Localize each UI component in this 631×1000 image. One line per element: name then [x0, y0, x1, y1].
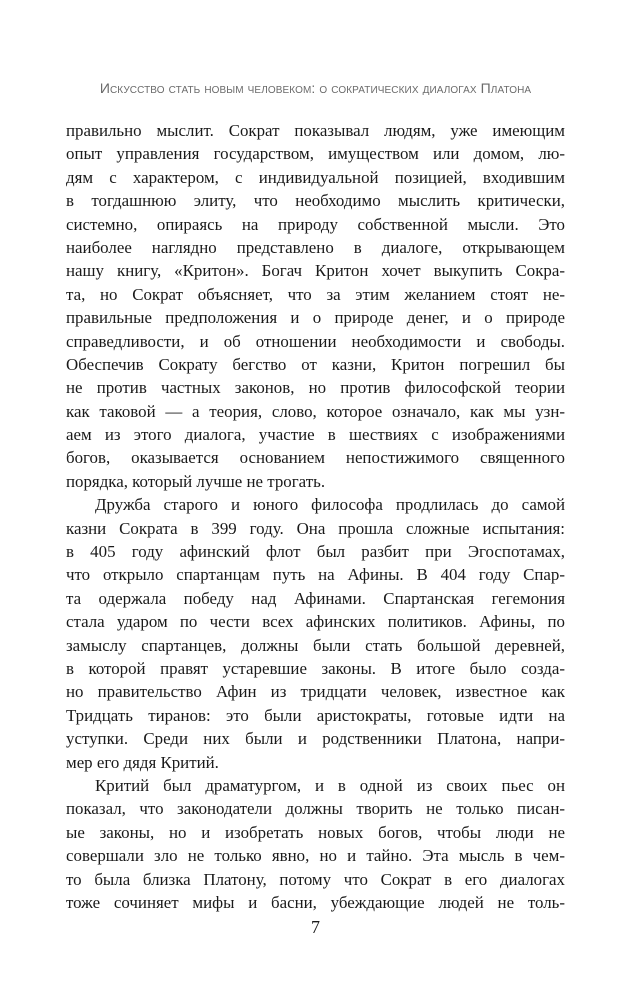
paragraph-first-line: Дружба старого и юного философа продлилась до самой — [95, 495, 565, 515]
text-line: системно, опираясь на природу собственной мысли. Это — [66, 214, 565, 234]
text-line: та одержала победу над Афинами. Спартанская гегемония — [66, 588, 565, 608]
text-line: что открыло спартанцам путь на Афины. В 404 году Спар- — [66, 565, 565, 585]
text-line: как таковой — а теория, слово, которое означало, как мы узн- — [66, 401, 565, 421]
text-line: в которой правят устаревшие законы. В итоге было созда- — [66, 658, 565, 678]
text-line: замыслу спартанцев, должны были стать большой деревней, — [66, 635, 565, 655]
running-head: Искусство стать новым человеком: о сократических диалогах Платона — [99, 80, 532, 96]
text-line: аем из этого диалога, участие в шествиях с изображениями — [66, 425, 565, 445]
text-line: показал, что законодатели должны творить не только писан- — [66, 799, 565, 819]
body-text — [66, 119, 565, 914]
text-line: в 405 году афинский флот был разбит при Эгоспотамах, — [66, 542, 565, 562]
text-line: в тогдашнюю элиту, что необходимо мыслить критически, — [66, 191, 565, 211]
text-line: совершали зло не только явно, но и тайно. Эта мысль в чем- — [66, 846, 565, 866]
text-line: наиболее наглядно представлено в диалоге, открывающем — [66, 237, 565, 257]
text-line: мер его дядя Критий. — [66, 752, 219, 772]
text-line: стала ударом по чести всех афинских политиков. Афины, по — [66, 612, 565, 632]
text-line: не против частных законов, но против философской теории — [66, 378, 565, 398]
text-line: то была близка Платону, потому что Сократ в его диалогах — [66, 869, 565, 889]
text-line: Обеспечив Сократу бегство от казни, Критон погрешил бы — [66, 354, 565, 374]
text-line: богов, оказывается основанием непостижимого священного — [66, 448, 565, 468]
text-line: порядка, который лучше не трогать. — [66, 471, 326, 491]
text-line: но правительство Афин из тридцати человек, известное как — [66, 682, 565, 702]
text-line: правильно мыслит. Сократ показывал людям, уже имеющим — [66, 121, 565, 140]
text-line: казни Сократа в 399 году. Она прошла сложные испытания: — [66, 518, 565, 538]
text-line: ые законы, но и изобретать новых богов, чтобы люди не — [66, 822, 565, 842]
paragraph-first-line: Критий был драматургом, и в одной из своих пьес он — [95, 775, 565, 795]
text-line: та, но Сократ объясняет, что за этим желанием стоят не- — [66, 284, 565, 304]
page-number: 7 — [311, 917, 320, 937]
text-line: правильные предположения и о природе денег, и о природе — [66, 308, 565, 328]
text-line: справедливости, и об отношении необходимости и свободы. — [66, 331, 565, 351]
text-line: Тридцать тиранов: это были аристократы, готовые идти на — [66, 705, 565, 725]
text-line: тоже сочиняет мифы и басни, убеждающие людей не толь- — [66, 892, 565, 912]
text-line: уступки. Среди них были и родственники Платона, напри- — [66, 729, 565, 749]
text-line: нашу книгу, «Критон». Богач Критон хочет выкупить Сокра- — [66, 261, 565, 281]
text-line: опыт управления государством, имуществом или домом, лю- — [66, 144, 565, 164]
text-line: дям с характером, с индивидуальной позицией, входившим — [66, 167, 565, 187]
